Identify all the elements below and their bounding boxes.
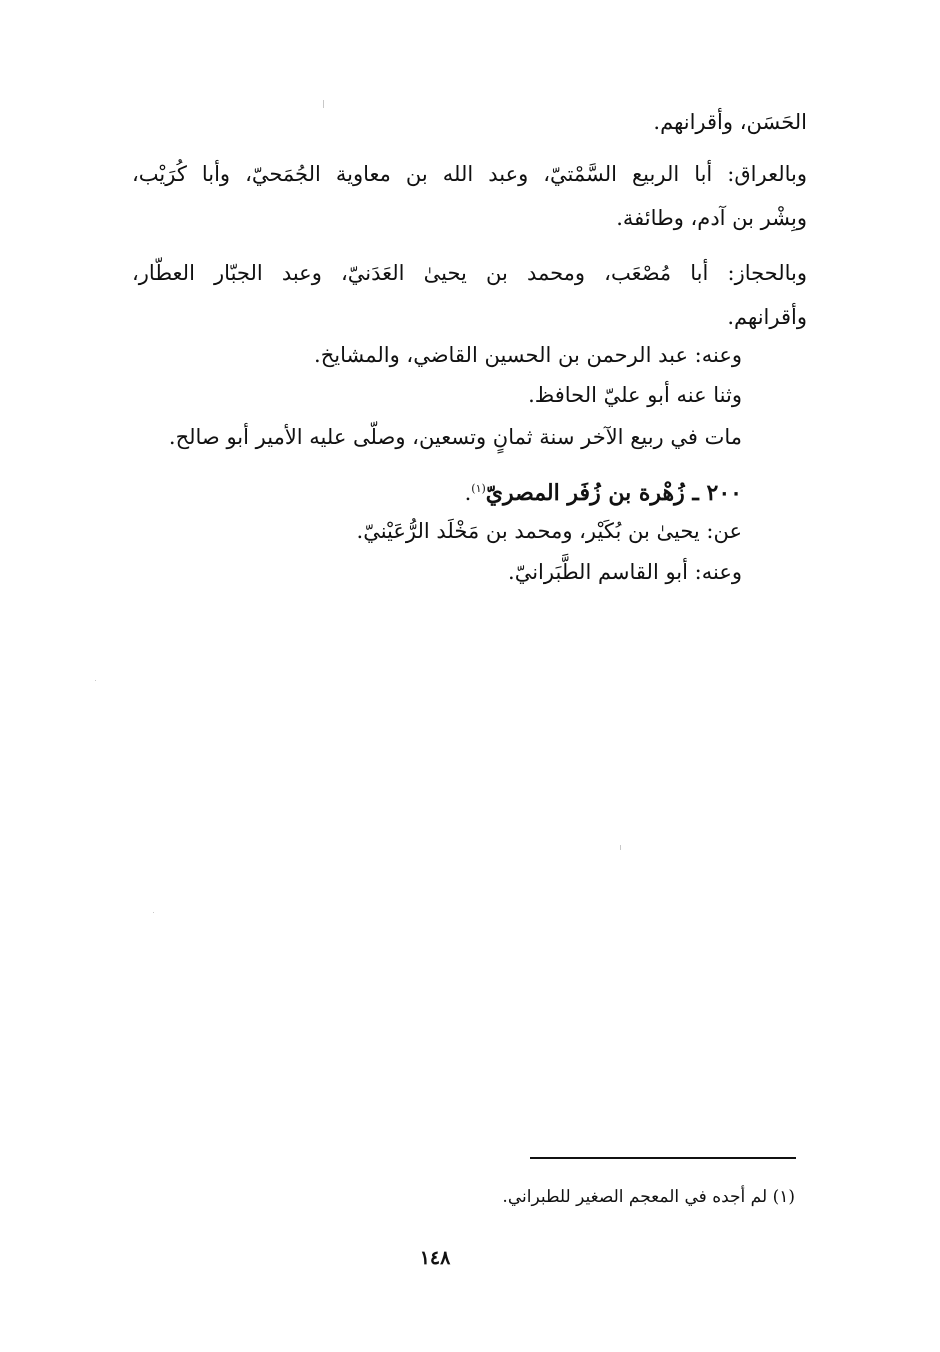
text-line-8: مات في ربيع الآخر سنة ثمانٍ وتسعين، وصلّى عليه الأمير أبو صالح. <box>168 425 742 449</box>
footnote <box>502 1184 795 1210</box>
text-line-7: وثنا عنه أبو عليّ الحافظ. <box>528 383 742 407</box>
entry-heading <box>465 474 742 508</box>
text-line-5: وأقرانهم. <box>727 305 807 329</box>
page-number: ١٤٨ <box>419 1247 451 1269</box>
text-line-3: وبِشْر بن آدم، وطائفة. <box>616 206 807 230</box>
scan-speck <box>620 845 621 850</box>
entry-title: ٢٠٠ ـ زُهْرة بن زُفَر المصريّ <box>485 480 742 506</box>
text-line-6: وعنه: عبد الرحمن بن الحسين القاضي، والمشايخ. <box>314 343 742 367</box>
entry-title-end: . <box>464 481 472 505</box>
scan-speck <box>323 100 324 108</box>
entry-line-from: عن: يحيىٰ بن بُكَيْر، ومحمد بن مَخْلَد الرُّعَيْنيّ. <box>356 519 742 543</box>
text-line-2: وبالعراق: أبا الربيع السَّمْتيّ، وعبد الله بن معاوية الجُمَحيّ، وأبا كُرَيْب، <box>132 162 807 186</box>
scan-speck <box>153 912 154 913</box>
footnote-separator <box>530 1157 796 1159</box>
footnote-marker: (١) <box>772 1187 795 1207</box>
text-line-1: الحَسَن، وأقرانهم. <box>653 110 807 134</box>
scan-speck <box>95 680 96 681</box>
footnote-text: لم أجده في المعجم الصغير للطبراني. <box>502 1187 768 1207</box>
entry-line-by: وعنه: أبو القاسم الطَّبَرانيّ. <box>508 560 742 584</box>
text-line-4: وبالحجاز: أبا مُصْعَب، ومحمد بن يحيىٰ العَدَنيّ، وعبد الجبّار العطّار، <box>132 261 807 285</box>
footnote-reference: (١) <box>471 482 486 495</box>
